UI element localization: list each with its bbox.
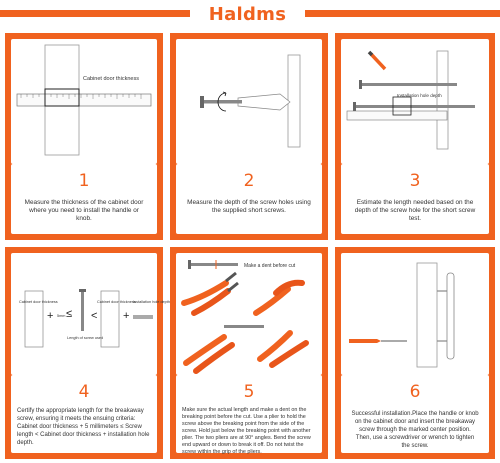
- step-illustration-5: [176, 253, 322, 375]
- step-illustration-1: [11, 39, 157, 164]
- brand-logo: Haldms: [208, 3, 287, 25]
- step-text-2: Measure the depth of the screw holes using the supplied short screws.: [187, 199, 311, 215]
- step-4-label-hole: Installation hole depth: [133, 300, 170, 304]
- leq-sign: ≤: [66, 308, 73, 320]
- step-panel-4: [5, 247, 170, 459]
- step-card-6: [341, 375, 489, 453]
- step-3-label: Installation hole depth: [397, 93, 442, 98]
- step-text-6: Successful installation.Place the handle or knob on the cabinet door and insert the breakaway screw through the marked center position. Then, use a screwdriver or wrench to tighten the screw.: [351, 411, 479, 449]
- step-4-label-door-1: Cabinet door thickness: [19, 300, 58, 304]
- header-rule-right: [305, 10, 500, 17]
- step-panel-1: [5, 33, 163, 240]
- step-number-1: 1: [78, 171, 90, 191]
- step-5-label: Make a dent before cut: [244, 263, 296, 269]
- step-number-3: 3: [409, 171, 421, 191]
- step-text-5: Make sure the actual length and make a dent on the breaking point before the cut. Use a plier to hold the screw above the breaking point from the side of the screw. Hold just below the breaking point with another plier. The two pliers are at 90° angles. Bend the screw end upward or down to break it off. Do not twist the screw within the grip of the pliers.: [182, 407, 311, 455]
- step-4-label-mm: 5mm: [57, 314, 66, 318]
- step-4-label-screw: Length of screw used: [67, 336, 104, 340]
- step-panel-3: [335, 33, 495, 240]
- step-card-3: [341, 164, 489, 234]
- plus-sign-2: +: [123, 310, 130, 322]
- header: [0, 0, 500, 28]
- step-text-3: Estimate the length needed based on the depth of the screw hole for the short screw test.: [354, 199, 476, 223]
- step-illustration-3: [341, 39, 489, 164]
- step-illustration-6: [341, 253, 489, 375]
- step-number-2: 2: [243, 171, 255, 191]
- step-1-label: Cabinet door thickness: [83, 76, 139, 82]
- step-illustration-4: [11, 253, 170, 375]
- step-card-4: [11, 375, 157, 453]
- step-number-4: 4: [78, 382, 90, 402]
- step-text-4: Certify the appropriate length for the breakaway screw, ensuring it meets the ensuing criteria: Cabinet door thickness + 5 millimeters ≤ Screw length < Cabinet door thickness + installation hole depth.: [17, 408, 150, 446]
- step-panel-2: [170, 33, 328, 240]
- lt-sign: <: [91, 310, 98, 322]
- step-panel-6: [335, 247, 495, 459]
- step-text-1: Measure the thickness of the cabinet door where you need to install the handle or knob.: [24, 199, 144, 223]
- step-illustration-2: [176, 39, 322, 164]
- step-number-5: 5: [243, 382, 255, 402]
- header-rule-left: [0, 10, 190, 17]
- plus-sign-1: +: [47, 310, 54, 322]
- step-card-5: [176, 375, 322, 453]
- step-panel-5: [170, 247, 328, 459]
- step-number-6: 6: [409, 382, 421, 402]
- step-card-2: [176, 164, 322, 234]
- step-card-1: [11, 164, 157, 234]
- step-4-label-door-2: Cabinet door thickness: [97, 300, 136, 304]
